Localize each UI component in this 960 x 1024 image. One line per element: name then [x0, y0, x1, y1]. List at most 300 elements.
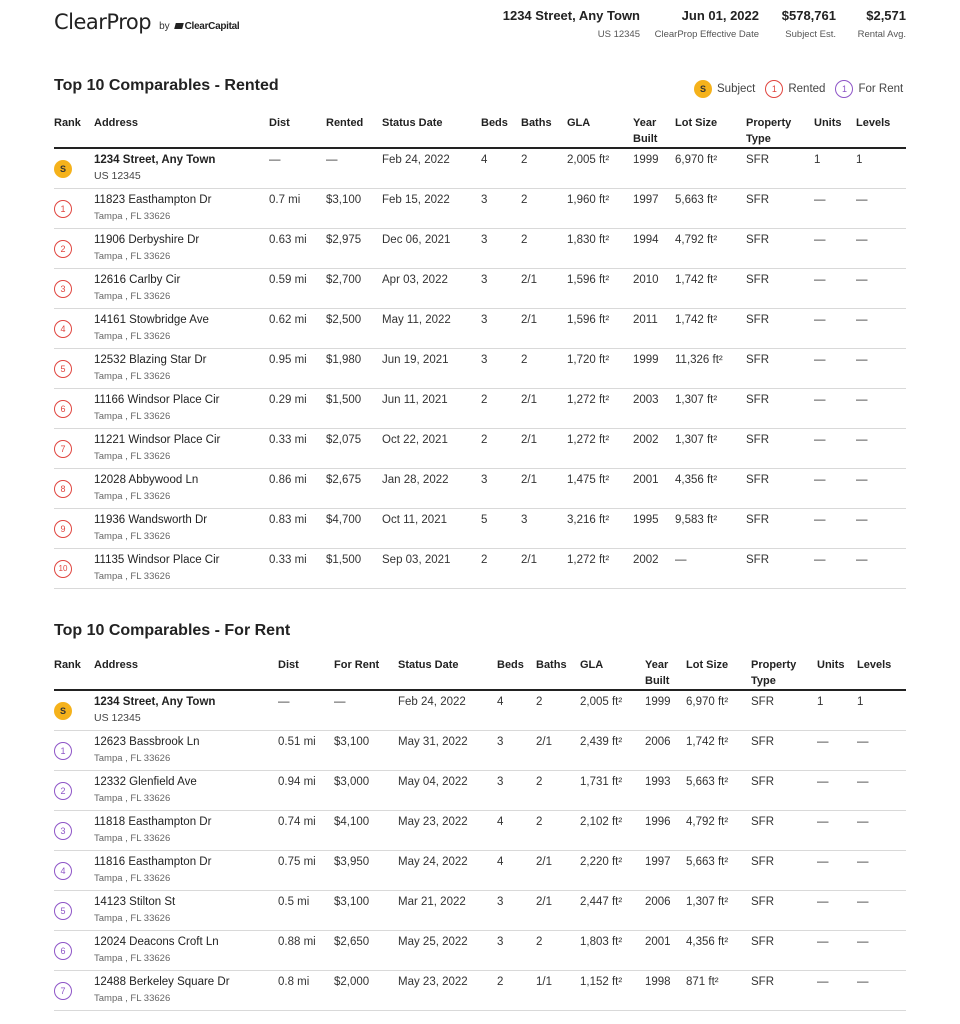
baths-cell: 2/1: [521, 434, 537, 446]
price-cell: —: [334, 696, 346, 708]
address-street: 1234 Street, Any Town: [94, 696, 216, 708]
column-header-property-type: Property Type: [751, 659, 797, 687]
distance-cell: 0.94 mi: [278, 776, 316, 788]
beds-cell: 4: [497, 856, 504, 868]
price-cell: $2,675: [326, 474, 362, 486]
units-cell: —: [814, 474, 826, 486]
beds-cell: 2: [481, 434, 488, 446]
lot-size-cell: 4,792 ft²: [675, 234, 718, 246]
address-city: Tampa , FL 33626: [94, 793, 171, 804]
address-city: Tampa , FL 33626: [94, 291, 171, 302]
baths-cell: 2: [536, 816, 543, 828]
column-header-lot-size: Lot Size: [686, 659, 729, 671]
distance-cell: 0.63 mi: [269, 234, 307, 246]
status-date-cell: Jun 19, 2021: [382, 354, 449, 366]
legend-for-rent: [835, 80, 903, 98]
table-header: [54, 657, 906, 691]
gla-cell: 1,830 ft²: [567, 234, 610, 246]
property-type-cell: SFR: [746, 514, 769, 526]
status-date-cell: May 04, 2022: [398, 776, 468, 788]
baths-cell: 3: [521, 514, 528, 526]
distance-cell: 0.62 mi: [269, 314, 307, 326]
levels-cell: —: [857, 816, 869, 828]
column-header-rank: Rank: [54, 659, 81, 671]
year-built-cell: 2001: [633, 474, 659, 486]
baths-cell: 2: [521, 354, 528, 366]
for-rent-section-title: Top 10 Comparables - For Rent: [54, 622, 291, 639]
address-street: 12028 Abbywood Ln: [94, 474, 199, 486]
lot-size-cell: 9,583 ft²: [675, 514, 718, 526]
levels-cell: —: [856, 314, 868, 326]
year-built-cell: 2001: [645, 936, 671, 948]
baths-cell: 2/1: [521, 394, 537, 406]
subject-est-stat: [782, 8, 836, 40]
address-city: Tampa , FL 33626: [94, 211, 171, 222]
property-type-cell: SFR: [746, 474, 769, 486]
column-header-address: Address: [94, 117, 139, 129]
beds-cell: 3: [481, 194, 488, 206]
units-cell: —: [817, 776, 829, 788]
levels-cell: —: [856, 394, 868, 406]
table-row[interactable]: [54, 349, 906, 389]
levels-cell: —: [857, 776, 869, 788]
address-city: Tampa , FL 33626: [94, 531, 171, 542]
address-city: Tampa , FL 33626: [94, 993, 171, 1004]
column-header-baths: Baths: [521, 117, 552, 129]
gla-cell: 1,731 ft²: [580, 776, 623, 788]
status-date-cell: May 24, 2022: [398, 856, 468, 868]
table-row[interactable]: [54, 811, 906, 851]
property-type-cell: SFR: [746, 554, 769, 566]
subject-row[interactable]: [54, 149, 906, 189]
rank-badge-icon: 4: [54, 862, 72, 880]
table-row[interactable]: [54, 429, 906, 469]
baths-cell: 2/1: [521, 314, 537, 326]
year-built-cell: 1996: [645, 816, 671, 828]
property-type-cell: SFR: [746, 354, 769, 366]
gla-cell: 2,220 ft²: [580, 856, 623, 868]
address-street: 12332 Glenfield Ave: [94, 776, 197, 788]
levels-cell: —: [856, 434, 868, 446]
legend-for-rent-label: For Rent: [858, 83, 904, 95]
rank-badge-icon: 2: [54, 240, 72, 258]
address-city: Tampa , FL 33626: [94, 913, 171, 924]
status-date-cell: May 23, 2022: [398, 816, 468, 828]
address-street: 12024 Deacons Croft Ln: [94, 936, 219, 948]
gla-cell: 2,447 ft²: [580, 896, 623, 908]
baths-cell: 2/1: [536, 896, 552, 908]
column-header-beds: Beds: [497, 659, 524, 671]
distance-cell: 0.75 mi: [278, 856, 316, 868]
year-built-cell: 1999: [633, 154, 659, 166]
levels-cell: —: [856, 514, 868, 526]
distance-cell: 0.7 mi: [269, 194, 301, 206]
subject-badge-icon: S: [694, 80, 712, 98]
units-cell: —: [814, 234, 826, 246]
price-cell: $2,075: [326, 434, 362, 446]
price-cell: $4,100: [334, 816, 370, 828]
column-header-price: Rented: [326, 117, 364, 129]
legend-subject: [694, 80, 755, 98]
legend: [694, 80, 903, 98]
baths-cell: 2/1: [521, 474, 537, 486]
gla-cell: 1,596 ft²: [567, 274, 610, 286]
report-header: [54, 8, 906, 44]
for-rent-badge-icon: 1: [835, 80, 853, 98]
subject-address-line1: 1234 Street, Any Town: [502, 8, 640, 23]
address-street: 11221 Windsor Place Cir: [94, 434, 221, 446]
address-city: Tampa , FL 33626: [94, 571, 171, 582]
status-date-cell: Jun 11, 2021: [382, 394, 448, 406]
column-header-dist: Dist: [269, 117, 290, 129]
gla-cell: 1,720 ft²: [567, 354, 610, 366]
rank-badge-icon: 7: [54, 982, 72, 1000]
subject-est-label: Subject Est.: [785, 29, 836, 40]
property-type-cell: SFR: [751, 736, 774, 748]
year-built-cell: 2006: [645, 896, 671, 908]
legend-subject-label: Subject: [717, 83, 756, 95]
baths-cell: 2/1: [536, 736, 552, 748]
table-row[interactable]: [54, 469, 906, 509]
distance-cell: —: [269, 154, 281, 166]
address-street: 11818 Easthampton Dr: [94, 816, 212, 828]
effective-date-label: ClearProp Effective Date: [654, 29, 759, 40]
baths-cell: 2: [536, 696, 543, 708]
rented-badge-icon: 1: [765, 80, 783, 98]
gla-cell: 1,152 ft²: [580, 976, 623, 988]
lot-size-cell: 5,663 ft²: [686, 776, 729, 788]
price-cell: $2,000: [334, 976, 370, 988]
subject-badge-icon: S: [54, 702, 72, 720]
address-city: Tampa , FL 33626: [94, 833, 171, 844]
property-type-cell: SFR: [746, 234, 769, 246]
gla-cell: 1,475 ft²: [567, 474, 610, 486]
gla-cell: 2,439 ft²: [580, 736, 623, 748]
table-row[interactable]: [54, 851, 906, 891]
column-header-dist: Dist: [278, 659, 299, 671]
status-date-cell: May 23, 2022: [398, 976, 468, 988]
beds-cell: 3: [481, 474, 488, 486]
baths-cell: 2/1: [536, 856, 552, 868]
beds-cell: 4: [481, 154, 488, 166]
gla-cell: 1,272 ft²: [567, 394, 610, 406]
address-city: Tampa , FL 33626: [94, 873, 171, 884]
units-cell: —: [814, 514, 826, 526]
year-built-cell: 1994: [633, 234, 659, 246]
year-built-cell: 1999: [645, 696, 671, 708]
beds-cell: 4: [497, 696, 504, 708]
price-cell: $2,975: [326, 234, 362, 246]
levels-cell: —: [857, 936, 869, 948]
levels-cell: —: [857, 736, 869, 748]
address-city: Tampa , FL 33626: [94, 451, 171, 462]
beds-cell: 5: [481, 514, 488, 526]
beds-cell: 3: [497, 896, 504, 908]
lot-size-cell: 4,356 ft²: [675, 474, 718, 486]
rental-avg-stat: [858, 8, 906, 40]
column-header-gla: GLA: [580, 659, 604, 671]
levels-cell: —: [856, 474, 868, 486]
price-cell: $4,700: [326, 514, 362, 526]
distance-cell: 0.83 mi: [269, 514, 307, 526]
levels-cell: 1: [857, 696, 864, 708]
rank-badge-icon: 5: [54, 360, 72, 378]
beds-cell: 2: [481, 554, 488, 566]
legend-rented-label: Rented: [788, 83, 826, 95]
year-built-cell: 1995: [633, 514, 659, 526]
units-cell: —: [817, 976, 829, 988]
units-cell: —: [814, 314, 826, 326]
address-street: 11166 Windsor Place Cir: [94, 394, 220, 406]
rental-avg-value: $2,571: [866, 8, 906, 23]
gla-cell: 1,803 ft²: [580, 936, 623, 948]
subject-badge-icon: S: [54, 160, 72, 178]
rank-badge-icon: 3: [54, 280, 72, 298]
column-header-units: Units: [817, 659, 845, 671]
distance-cell: 0.95 mi: [269, 354, 307, 366]
subject-address: [503, 8, 640, 40]
lot-size-cell: —: [675, 554, 687, 566]
property-type-cell: SFR: [751, 936, 774, 948]
units-cell: —: [814, 554, 826, 566]
beds-cell: 3: [497, 776, 504, 788]
property-type-cell: SFR: [751, 856, 774, 868]
year-built-cell: 2002: [633, 554, 659, 566]
address-street: 11816 Easthampton Dr: [94, 856, 212, 868]
distance-cell: 0.33 mi: [269, 554, 307, 566]
property-type-cell: SFR: [751, 896, 774, 908]
beds-cell: 2: [497, 976, 504, 988]
status-date-cell: May 11, 2022: [382, 314, 451, 326]
levels-cell: —: [857, 896, 869, 908]
effective-date-stat: [655, 8, 759, 40]
column-header-year-built: Year Built: [633, 117, 658, 145]
column-header-status-date: Status Date: [382, 117, 443, 129]
levels-cell: —: [856, 554, 868, 566]
table-row[interactable]: [54, 229, 906, 269]
column-header-levels: Levels: [856, 117, 891, 129]
table-row[interactable]: [54, 731, 906, 771]
property-type-cell: SFR: [746, 314, 769, 326]
property-type-cell: SFR: [746, 154, 769, 166]
table-row[interactable]: [54, 269, 906, 309]
distance-cell: 0.8 mi: [278, 976, 310, 988]
year-built-cell: 2011: [633, 314, 658, 326]
rank-badge-icon: 4: [54, 320, 72, 338]
status-date-cell: Apr 03, 2022: [382, 274, 448, 286]
baths-cell: 2/1: [521, 554, 537, 566]
column-header-status-date: Status Date: [398, 659, 459, 671]
lot-size-cell: 6,970 ft²: [675, 154, 718, 166]
lot-size-cell: 4,792 ft²: [686, 816, 729, 828]
lot-size-cell: 1,307 ft²: [675, 394, 718, 406]
table-row[interactable]: [54, 509, 906, 549]
units-cell: 1: [814, 154, 821, 166]
table-row[interactable]: [54, 189, 906, 229]
address-street: 11936 Wandsworth Dr: [94, 514, 208, 526]
column-header-rank: Rank: [54, 117, 81, 129]
table-row[interactable]: [54, 549, 906, 589]
address-street: 14161 Stowbridge Ave: [94, 314, 209, 326]
column-header-units: Units: [814, 117, 842, 129]
address-city: Tampa , FL 33626: [94, 753, 171, 764]
effective-date-value: Jun 01, 2022: [681, 8, 759, 23]
levels-cell: —: [856, 354, 868, 366]
distance-cell: 0.88 mi: [278, 936, 316, 948]
table-header: [54, 115, 906, 149]
distance-cell: 0.29 mi: [269, 394, 307, 406]
rank-badge-icon: 5: [54, 902, 72, 920]
price-cell: $3,100: [326, 194, 362, 206]
price-cell: $1,980: [326, 354, 362, 366]
address-city: Tampa , FL 33626: [94, 411, 171, 422]
units-cell: —: [817, 736, 829, 748]
address-street: 11823 Easthampton Dr: [94, 194, 212, 206]
rank-badge-icon: 2: [54, 782, 72, 800]
column-header-beds: Beds: [481, 117, 508, 129]
baths-cell: 2: [521, 234, 528, 246]
price-cell: $3,100: [334, 736, 370, 748]
address-city: Tampa , FL 33626: [94, 251, 171, 262]
distance-cell: 0.5 mi: [278, 896, 310, 908]
address-city: Tampa , FL 33626: [94, 331, 171, 342]
units-cell: —: [817, 816, 829, 828]
table-row[interactable]: [54, 389, 906, 429]
price-cell: $2,650: [334, 936, 370, 948]
beds-cell: 3: [481, 274, 488, 286]
address-street: 14123 Stilton St: [94, 896, 176, 908]
status-date-cell: Feb 24, 2022: [398, 696, 466, 708]
logo-wordmark: ClearProp: [54, 10, 152, 34]
baths-cell: 2: [521, 194, 528, 206]
year-built-cell: 1998: [645, 976, 671, 988]
property-type-cell: SFR: [746, 394, 769, 406]
lot-size-cell: 11,326 ft²: [675, 354, 723, 366]
address-city: Tampa , FL 33626: [94, 953, 171, 964]
units-cell: —: [814, 194, 826, 206]
distance-cell: 0.59 mi: [269, 274, 307, 286]
status-date-cell: Feb 15, 2022: [382, 194, 450, 206]
levels-cell: —: [856, 274, 868, 286]
beds-cell: 3: [481, 234, 488, 246]
property-type-cell: SFR: [746, 434, 769, 446]
address-street: 12616 Carlby Cir: [94, 274, 181, 286]
units-cell: —: [817, 936, 829, 948]
rank-badge-icon: 10: [54, 560, 72, 578]
year-built-cell: 2006: [645, 736, 671, 748]
price-cell: $1,500: [326, 394, 362, 406]
address-city: Tampa , FL 33626: [94, 371, 171, 382]
rented-section-title: Top 10 Comparables - Rented: [54, 77, 279, 94]
property-type-cell: SFR: [746, 194, 769, 206]
units-cell: —: [817, 856, 829, 868]
lot-size-cell: 6,970 ft²: [686, 696, 729, 708]
price-cell: $3,000: [334, 776, 370, 788]
status-date-cell: Sep 03, 2021: [382, 554, 451, 566]
year-built-cell: 1997: [645, 856, 671, 868]
levels-cell: 1: [856, 154, 863, 166]
year-built-cell: 2010: [633, 274, 659, 286]
table-row[interactable]: [54, 971, 906, 1011]
rented-comparables-table: [54, 115, 906, 589]
baths-cell: 2: [521, 154, 528, 166]
lot-size-cell: 871 ft²: [686, 976, 719, 988]
distance-cell: 0.33 mi: [269, 434, 307, 446]
table-row[interactable]: [54, 771, 906, 811]
units-cell: —: [817, 896, 829, 908]
beds-cell: 3: [497, 936, 504, 948]
address-street: 11906 Derbyshire Dr: [94, 234, 200, 246]
address-street: 12623 Bassbrook Ln: [94, 736, 200, 748]
subject-est-value: $578,761: [781, 8, 836, 23]
table-row[interactable]: [54, 931, 906, 971]
address-street: 12488 Berkeley Square Dr: [94, 976, 230, 988]
for-rent-comparables-table: [54, 657, 906, 1011]
clearcapital-mark-icon: [174, 23, 184, 29]
baths-cell: 2: [536, 936, 543, 948]
column-header-baths: Baths: [536, 659, 567, 671]
year-built-cell: 1997: [633, 194, 659, 206]
column-header-price: For Rent: [334, 659, 380, 671]
baths-cell: 1/1: [536, 976, 552, 988]
price-cell: $3,950: [334, 856, 370, 868]
table-row[interactable]: [54, 309, 906, 349]
distance-cell: 0.86 mi: [269, 474, 307, 486]
lot-size-cell: 1,307 ft²: [686, 896, 729, 908]
year-built-cell: 2002: [633, 434, 659, 446]
year-built-cell: 1993: [645, 776, 671, 788]
lot-size-cell: 5,663 ft²: [686, 856, 729, 868]
lot-size-cell: 1,742 ft²: [675, 314, 718, 326]
gla-cell: 3,216 ft²: [567, 514, 610, 526]
price-cell: $3,100: [334, 896, 370, 908]
rank-badge-icon: 9: [54, 520, 72, 538]
status-date-cell: May 25, 2022: [398, 936, 468, 948]
subject-row[interactable]: [54, 691, 906, 731]
clearprop-logo: [54, 10, 239, 34]
rank-badge-icon: 3: [54, 822, 72, 840]
distance-cell: —: [278, 696, 290, 708]
lot-size-cell: 1,307 ft²: [675, 434, 718, 446]
logo-by-text: by: [159, 21, 170, 32]
table-row[interactable]: [54, 891, 906, 931]
column-header-property-type: Property Type: [746, 117, 792, 145]
subject-address-line2: US 12345: [597, 29, 640, 40]
column-header-gla: GLA: [567, 117, 591, 129]
beds-cell: 2: [481, 394, 488, 406]
baths-cell: 2: [536, 776, 543, 788]
status-date-cell: Oct 11, 2021: [382, 514, 447, 526]
rank-badge-icon: 1: [54, 200, 72, 218]
beds-cell: 3: [481, 314, 488, 326]
units-cell: —: [814, 354, 826, 366]
gla-cell: 1,272 ft²: [567, 434, 610, 446]
units-cell: —: [814, 434, 826, 446]
address-street: 1234 Street, Any Town: [94, 154, 216, 166]
units-cell: —: [814, 274, 826, 286]
rank-badge-icon: 8: [54, 480, 72, 498]
column-header-lot-size: Lot Size: [675, 117, 718, 129]
gla-cell: 2,005 ft²: [567, 154, 610, 166]
year-built-cell: 1999: [633, 354, 659, 366]
column-header-year-built: Year Built: [645, 659, 670, 687]
levels-cell: —: [856, 194, 868, 206]
lot-size-cell: 4,356 ft²: [686, 936, 729, 948]
address-city: US 12345: [94, 170, 141, 182]
column-header-levels: Levels: [857, 659, 892, 671]
address-street: 11135 Windsor Place Cir: [94, 554, 220, 566]
distance-cell: 0.51 mi: [278, 736, 316, 748]
